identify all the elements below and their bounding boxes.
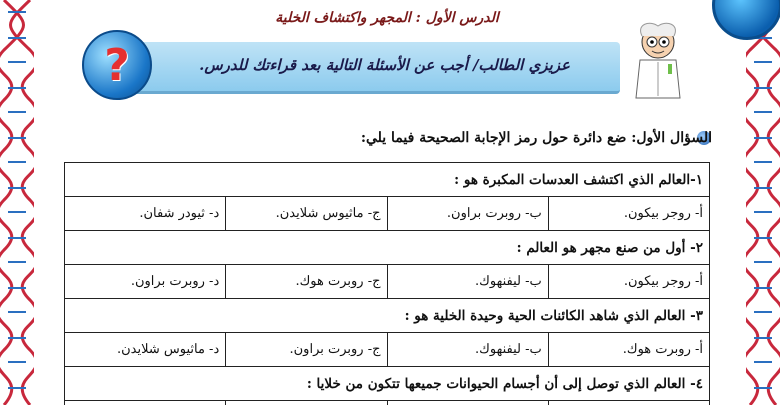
dna-border-right [746, 0, 780, 405]
answer-option[interactable] [387, 401, 548, 405]
question-stem: ٢- أول من صنع مجهر هو العالم : [65, 231, 710, 265]
answer-option[interactable]: أ- روجر بيكون. [548, 265, 709, 299]
dna-border-left [0, 0, 34, 405]
question-stem: ٣- العالم الذي شاهد الكائنات الحية وحيدة الخلية هو : [65, 299, 710, 333]
answer-option[interactable] [226, 401, 387, 405]
answer-option[interactable]: ب- ليفنهوك. [387, 265, 548, 299]
table-row [65, 163, 710, 197]
answer-option[interactable]: ج- ماثيوس شلايدن. [226, 197, 387, 231]
answer-option[interactable]: د- روبرت براون. [65, 265, 226, 299]
table-row [65, 197, 710, 231]
answer-option[interactable]: د- ماثيوس شلايدن. [65, 333, 226, 367]
table-row [65, 333, 710, 367]
answer-option[interactable]: أ- روبرت هوك. [548, 333, 709, 367]
answer-option[interactable] [548, 401, 709, 405]
question-stem: ٤- العالم الذي توصل إلى أن أجسام الحيوانات جميعها تتكون من خلايا : [65, 367, 710, 401]
table-row [65, 401, 710, 405]
table-row [65, 367, 710, 401]
table-row [65, 231, 710, 265]
banner-instruction-text: عزيزي الطالب/ أجب عن الأسئلة التالية بعد قراءتك للدرس. [199, 56, 570, 74]
table-row [65, 299, 710, 333]
answer-option[interactable]: د- ثيودر شفان. [65, 197, 226, 231]
questions-table [64, 162, 710, 405]
question-heading: السؤال الأول: ضع دائرة حول رمز الإجابة الصحيحة فيما يلي: [360, 130, 712, 146]
answer-option[interactable]: ب- ليفنهوك. [387, 333, 548, 367]
answer-option[interactable] [65, 401, 226, 405]
question-mark-icon [82, 30, 152, 100]
scientist-mascot-icon [628, 20, 688, 100]
question-stem: ١-العالم الذي اكتشف العدسات المكبرة هو : [65, 163, 710, 197]
answer-option[interactable]: ب- روبرت براون. [387, 197, 548, 231]
table-row [65, 265, 710, 299]
lesson-title: الدرس الأول : المجهر واكتشاف الخلية [275, 10, 499, 26]
answer-option[interactable]: ج- روبرت براون. [226, 333, 387, 367]
question-mark-glyph: ? [104, 39, 130, 91]
answer-option[interactable]: ج- روبرت هوك. [226, 265, 387, 299]
answer-option[interactable]: أ- روجر بيكون. [548, 197, 709, 231]
